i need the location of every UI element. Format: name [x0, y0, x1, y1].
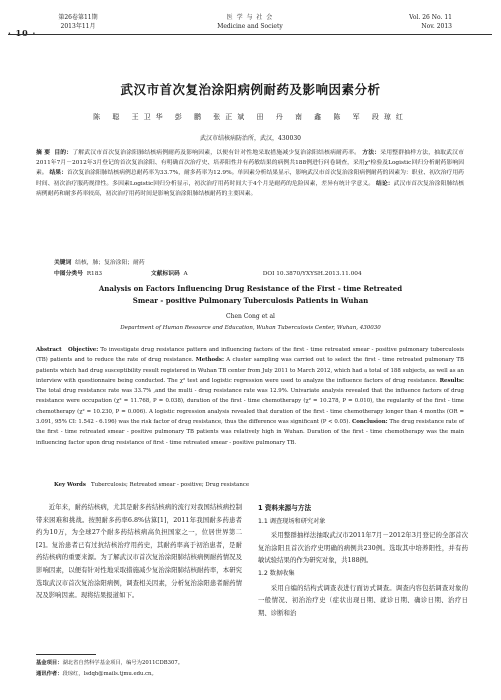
- doi-label: DOI: [262, 271, 275, 277]
- header-rule: [8, 34, 492, 35]
- doc-label: 文献标识码: [150, 271, 180, 277]
- methods-en-text: A cluster sampling was carried out to select the first - time retreated pulmonary TB patients which had drug susceptibility result registered in Wuhan TB center from July 2011 to March 2012, which had a total of 188 subjects, as well as an interview with questionnaire being conducted. The χ² test and logistic regression were used to analyze the influence factors of drug resistance.: [36, 357, 464, 384]
- correspondence-line: [36, 669, 242, 680]
- conclusion-en-text: The drug resistance rate of the first - time retreated smear - positive pulmonary TB patients was relatively high in Wuhan. Duration of the first - time chemotherapy was the main influencing factor upon drug resistance of first - time retreated smear - positive pulmonary TB.: [36, 419, 464, 446]
- header-date: 2013年11月: [60, 23, 96, 30]
- affiliation: 武汉市结核病防治所，武汉，430030: [200, 135, 301, 142]
- intro-paragraph: 近年来，耐药结核病，尤其是耐多药结核病的流行对我国结核病控制带来困难和挑战。按照耐多药率6.8%估算[1]，2011年我国耐多药患者约为10万，为全球27个耐多药结核病高负担国家之一，位居世界第二[2]。复治患者已有过抗结核治疗用药史，其耐药率高于初治患者，是耐药结核病的重要来源。为了解武汉市首次复治涂阳肺结核病例耐药情况及影响因素，以便有针对性地采取措施减少复治涂阳肺结核耐药率，本研究选取武汉市首次复治涂阳病例，调查相关因素，分析复治涂阳患者耐药情况及影响因素。现将结果报道如下。: [36, 503, 242, 600]
- keywords-zh: [54, 257, 145, 266]
- journal-name-zh: 医 学 与 社 会: [226, 14, 274, 21]
- conclusion-en-label: Conclusion:: [351, 419, 388, 426]
- author-list: 陈 聪 王卫华 彭 鹏 张正斌 田 丹 南 鑫 陈 军 段琼红: [93, 113, 408, 121]
- body-left-column: [36, 501, 242, 602]
- english-title: [0, 283, 501, 307]
- objective-label: 目的：: [54, 150, 73, 156]
- header-right-block: [372, 13, 452, 31]
- fund-text: 湖北省自然科学基金项目，编号为2011CDB307。: [62, 660, 184, 666]
- clc-label: 中图分类号: [54, 271, 83, 277]
- body-right-column: [258, 501, 468, 619]
- header-date-en: Nov. 2013: [421, 23, 452, 30]
- keywords-zh-value: 结核，肺；复治涂阳；耐药: [75, 260, 145, 266]
- journal-name-en: Medicine and Society: [217, 23, 283, 30]
- page-number: · 10 ·: [8, 28, 37, 38]
- subsection-1-2-heading: 1.2 数据收集: [258, 569, 295, 577]
- keywords-en-label: Key Words: [54, 482, 86, 488]
- fund-label: 基金项目：: [36, 660, 63, 666]
- fund-line: [36, 658, 242, 669]
- doi-value: 10.3870/YXYSH.2013.11.004: [276, 271, 362, 277]
- conclusion-text: 武汉市首次复治涂阳肺结核病例耐药和耐多药率较高，初次治疗用药时间是影响复治涂阳肺结核耐药的主要因素。: [36, 180, 464, 197]
- results-en-text: The total drug resistance rate was 33.7% ,and the multi - drug resistance rate was 12.9%. Univariate analysis revealed that the influence factors of drug resistance were occupation (χ² = 11.768, P = 0.038), duration of the first - time chemotherapy (χ² = 10.278, P = 0.010), the regularity of the first - time chemotherapy (χ² = 10.230, P = 0.006). A logistic regression analysis revealed that duration of the first - time chemotherapy longer than 4 months (OR = 3.091, 95% CI: 1.542 - 6.196) was the risk factor of drug resistance, thus the difference was significant (P < 0.05).: [36, 388, 464, 426]
- header-volume-en: Vol. 26 No. 11: [409, 14, 452, 21]
- objective-text: 了解武汉市首次复治涂阳肺结核病例耐药及影响因素，以便有针对性地采取措施减少复治涂阳结核病耐药率。: [72, 150, 361, 156]
- english-author: Chen Cong et al: [226, 313, 275, 320]
- keywords-en-value: Tuberculosis; Retreated smear - positive; Drug resistance: [91, 482, 250, 488]
- header-volume: 第26卷第11期: [58, 14, 98, 21]
- results-text: 首次复治涂阳肺结核病例总耐药率为33.7%，耐多药率为12.9%。单因素分析结果显示，影响武汉市首次复治涂阳病例耐药的因素为：职业、初次治疗用药时间、初次治疗服药规律性。多因素Logistic回归分析显示，初次治疗用药时间大于4个月是耐药的危险因素，差异有统计学意义。: [36, 170, 464, 187]
- objective-en-label: Objective:: [68, 347, 99, 353]
- abstract-en: [36, 345, 464, 448]
- results-label: 结果：: [49, 170, 67, 177]
- header-volume-block: [48, 13, 108, 31]
- subsection-1-2-text: 采用自编的结构式调查表进行面访式调查。调查内容包括调查对象的一般情况、初治治疗史（症状出现日期、就诊日期、确诊日期、治疗日期、诊断和治: [258, 583, 468, 617]
- methods-en-label: Methods:: [195, 357, 224, 364]
- methods-text: 采用整群抽样方法，抽取武汉市2011年7月－2012年3月登记的首次复治涂阳、有明确首次治疗史、培养阳性并有药敏结果的病例共188例进行问卷调查，采用χ²检验及Logistic回归分析耐药影响因素。: [36, 150, 464, 177]
- correspondence-text: 段琼红，lsdqh@mails.tjmu.edu.cn。: [62, 671, 157, 677]
- footnote: [36, 658, 242, 680]
- section-1-heading: 1 资料来源与方法: [258, 504, 312, 512]
- clc-value: R183: [86, 271, 103, 277]
- conclusion-label: 结论：: [376, 180, 394, 187]
- footnote-rule: [36, 654, 96, 655]
- english-affiliation: Department of Human Resource and Education, Wuhan Tuberculosis Center, Wuhan, 430030: [120, 325, 381, 331]
- results-en-label: Results:: [439, 377, 464, 384]
- article-title: 武汉市首次复治涂阳病例耐药及影响因素分析: [120, 82, 381, 97]
- objective-en-text: To investigate drug resistance pattern and influencing factors of the first - time retreated smear - positive pulmonary tuberculosis (TB) patients and to reduce the rate of drug resistance.: [36, 347, 465, 364]
- methods-label: 方法：: [362, 150, 381, 156]
- english-title-line1: Analysis on Factors Influencing Drug Resistance of the First - time Retreated: [98, 284, 403, 293]
- correspondence-label: 通讯作者：: [36, 671, 63, 677]
- keywords-en: [54, 482, 474, 488]
- doc-value: A: [183, 271, 188, 277]
- abstract-label: 摘 要: [36, 150, 51, 156]
- header-journal-block: [200, 13, 300, 31]
- english-title-line2: Smear - positive Pulmonary Tuberculosis Patients in Wuhan: [132, 296, 369, 305]
- abstract-en-label: Abstract: [36, 347, 62, 353]
- abstract-zh: [36, 148, 464, 199]
- classification-line: [54, 268, 474, 277]
- keywords-zh-label: 关键词: [54, 260, 72, 266]
- subsection-1-1-heading: 1.1 调查现场和研究对象: [258, 517, 326, 525]
- subsection-1-1-text: 采用整群抽样法抽取武汉市2011年7月－2012年3月登记的全部首次复治涂阳且首次治疗史明确的病例共230例。选取其中培养阳性，并有药敏试验结果的作为研究对象，共188例。: [258, 531, 468, 565]
